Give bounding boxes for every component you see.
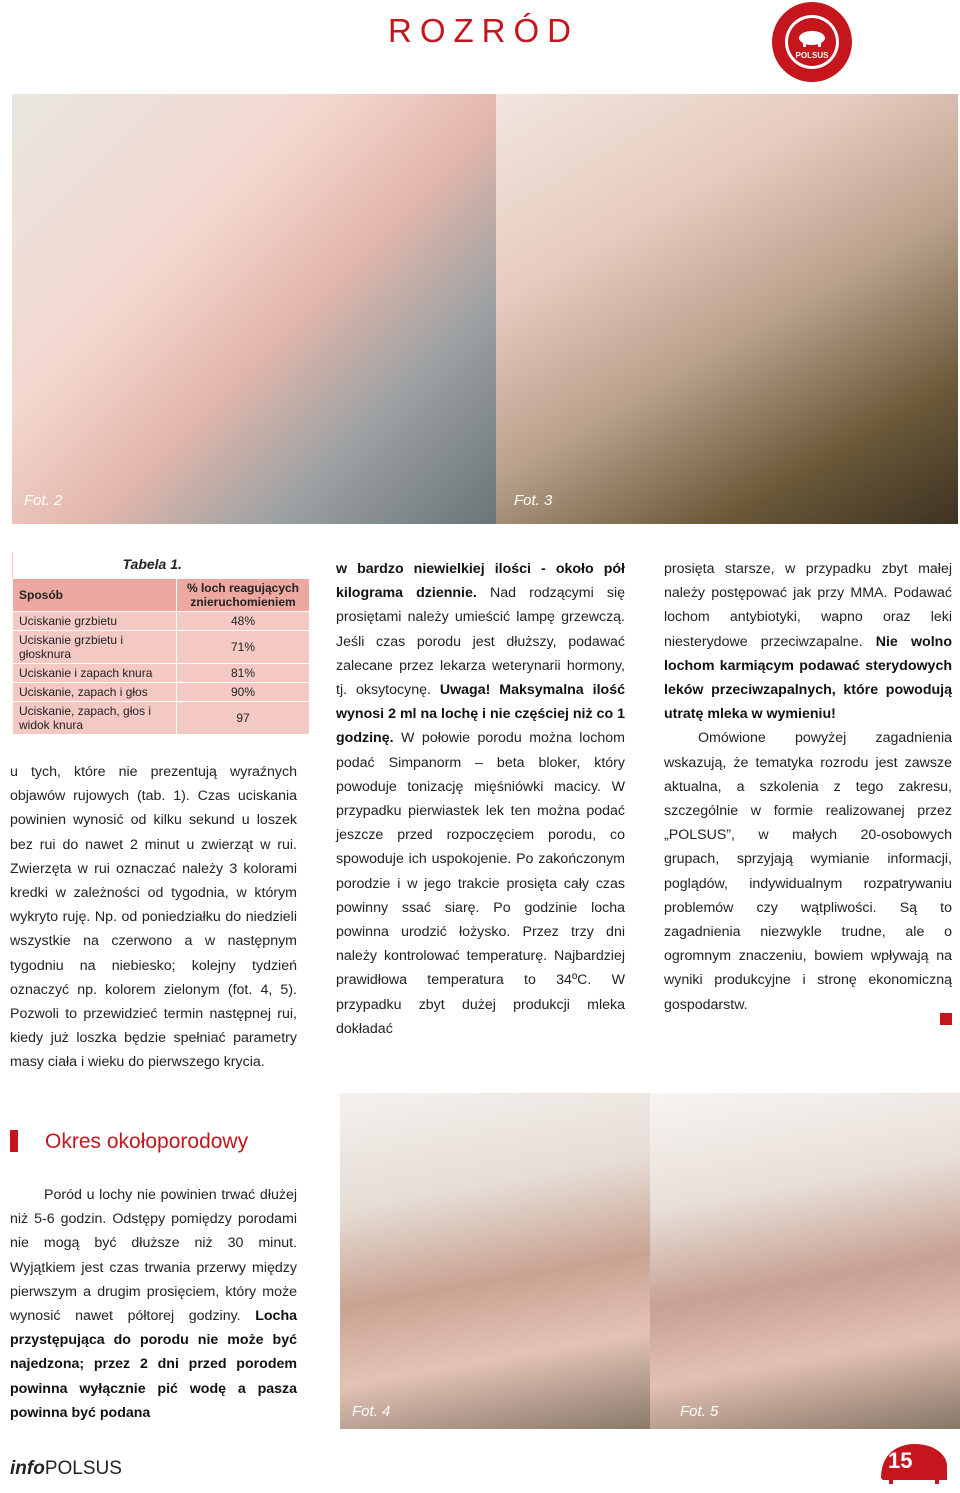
table-row	[13, 612, 310, 631]
table-cell-method: Uciskanie, zapach i głos	[13, 683, 177, 702]
photo-caption: Fot. 4	[352, 1403, 391, 1420]
photo-caption: Fot. 3	[514, 492, 553, 509]
column-1-text	[10, 760, 297, 1075]
footer-brand-prefix: info	[10, 1458, 45, 1479]
table-row	[13, 683, 310, 702]
logo-text: POLSUS	[795, 51, 829, 60]
footer-brand	[10, 1458, 122, 1480]
paragraph: Omówione powyżej zagadnienia wskazują, że tematyka rozrodu jest zawsze aktualna, a szkolenia z tego zakresu, szczególnie w formie realizowanej przez „POLSUS”, w małych 20-osobowych grupach, sprzyjają wymianie informacji, poglądów, indywidualnym rozpatrywaniu problemów czy wątpliwości. Są to zagadnienia niezwykle trudne, ale o ogromnym znaczeniu, bowiem wpływają na wyniki produkcyjne i stronę ekonomiczną gospodarstw.	[664, 730, 952, 1013]
photo-fot-2	[12, 94, 496, 524]
table-1	[12, 552, 310, 735]
table-cell-method: Uciskanie grzbietu	[13, 612, 177, 631]
photo-fot-4	[340, 1093, 650, 1429]
table-cell-value: 81%	[177, 664, 310, 683]
photo-fot-3	[496, 94, 958, 524]
page-title: ROZRÓD	[388, 12, 579, 49]
table-cell-value: 71%	[177, 631, 310, 664]
column-3-text	[664, 557, 952, 1017]
photo-caption: Fot. 5	[680, 1403, 719, 1420]
footer-brand-suffix: POLSUS	[44, 1458, 122, 1479]
column-1b-text	[10, 1183, 297, 1425]
paragraph-bold: Nie wolno lochom karmiącym podawać sterydowych leków przeciwzapalnych, które powodują utratę mleka w wymieniu!	[664, 633, 952, 723]
warning-text: Uwaga! Maksymalna ilość wynosi 2 ml na lochę i nie częściej niż co 1 godzinę.	[336, 682, 625, 747]
page-number-badge-icon	[875, 1438, 953, 1486]
table-cell-value: 48%	[177, 612, 310, 631]
paragraph-bold: w bardzo niewielkiej ilości - około pół kilograma dziennie.	[336, 561, 625, 602]
table-row	[13, 664, 310, 683]
table-cell-method: Uciskanie i zapach knura	[13, 664, 177, 683]
table-cell-value: 97	[177, 702, 310, 735]
table-cell-value: 90%	[177, 683, 310, 702]
page-number: 15	[888, 1448, 913, 1473]
table-header-percent: % loch reagujących znieruchomieniem	[177, 579, 310, 612]
table-row	[13, 631, 310, 664]
paragraph: Poród u lochy nie powinien trwać dłużej niż 5-6 godzin. Odstępy pomiędzy porodami nie mogą być dłuższe niż 30 minut. Wyjątkiem jest czas trwania przerwy między pierwszym a drugim prosięciem, który może wynosić nawet półtorej godziny.	[10, 1187, 297, 1325]
end-mark-icon	[940, 1013, 952, 1025]
photo-fot-5	[650, 1093, 960, 1429]
table-caption: Tabela 1.	[13, 552, 310, 579]
table-header-method: Sposób	[13, 579, 177, 612]
polsus-logo-icon	[770, 0, 854, 84]
paragraph: prosięta starsze, w przypadku zbyt małej należy postępować jak przy MMA. Podawać lochom antybiotyki, wapno oraz leki niesterydowe przeciwzapalne.	[664, 561, 952, 650]
photo-caption: Fot. 2	[24, 492, 63, 509]
column-2-text	[336, 557, 625, 1041]
paragraph: Nad rodzącymi się prosiętami należy umieścić lampę grzewczą. Jeśli czas porodu jest dłuższy, podawać zalecane przez lekarza weterynarii hormony, tj. oksytocynę.	[336, 585, 625, 699]
section-marker	[10, 1130, 18, 1152]
paragraph: W połowie porodu można lochom podać Simpanorm – beta bloker, który powoduje tonizację mięśniówki macicy. W przypadku pierwiastek lek ten można podać jeszcze przed rozpoczęciem porodu, co spowoduje ich uspokojenie. Po zakończonym porodzie i w jego trakcie prosięta cały czas powinny ssać siarę. Po godzinie locha powinna urodzić łożysko. Przez trzy dni należy kontrolować temperaturę. Najbardziej prawidłowa temperatura to 34ºC. W przypadku zbyt dużej produkcji mleka dokładać	[336, 730, 625, 1037]
paragraph: u tych, które nie prezentują wyraźnych objawów rujowych (tab. 1). Czas uciskania powinien wynosić od kilku sekund u loszek bez rui do nawet 2 minut u zwierząt w rui. Zwierzęta w rui oznaczać należy 3 kolorami kredki w zależności od tygodnia, w którym wykryto ruję. Np. od poniedziałku do niedzieli wszystkie na czerwono a w następnym tygodniu na niebiesko; kolejny tydzień oznaczyć np. kolorem zielonym (fot. 4, 5). Pozwoli to przewidzieć termin następnej rui, kiedy już loszka będzie spełniać parametry masy ciała i wieku do pierwszego krycia.	[10, 764, 297, 1071]
table-cell-method: Uciskanie grzbietu i głosknura	[13, 631, 177, 664]
table-cell-method: Uciskanie, zapach, głos i widok knura	[13, 702, 177, 735]
paragraph-bold: Locha przystępująca do porodu nie może być najedzona; przez 2 dni przed porodem powinna wyłącznie pić wodę a pasza powinna być podana	[10, 1308, 297, 1421]
section-heading: Okres okołoporodowy	[45, 1130, 249, 1153]
table-row	[13, 702, 310, 735]
